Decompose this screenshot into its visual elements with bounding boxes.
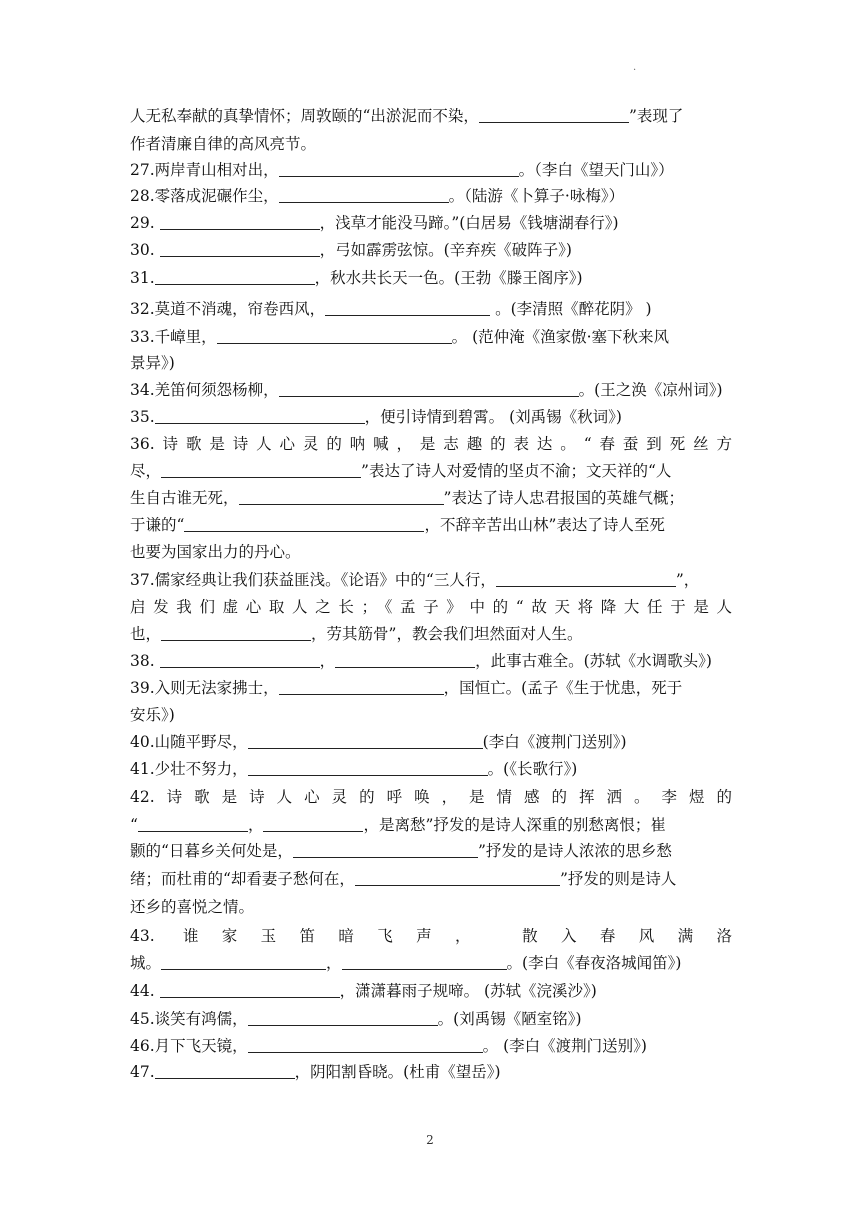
text-line (130, 353, 732, 373)
text-line (130, 542, 732, 562)
text-line (130, 213, 732, 233)
answer-blank[interactable] (155, 409, 365, 424)
answer-blank[interactable] (248, 761, 488, 776)
answer-blank[interactable] (263, 817, 363, 832)
answer-blank[interactable] (184, 517, 424, 532)
text-line (130, 1009, 732, 1029)
text-line (130, 624, 732, 644)
answer-blank[interactable] (155, 270, 315, 285)
line-text: ，弓如霹雳弦惊。(辛弃疾《破阵子》) (319, 241, 572, 259)
line-text: 。(刘禹锡《陋室铭》) (437, 1010, 582, 1028)
line-text: “ (130, 816, 138, 834)
answer-blank[interactable] (335, 653, 475, 668)
line-text: 45.谈笑有鸿儒， (130, 1010, 248, 1028)
text-line (130, 1062, 732, 1082)
answer-blank[interactable] (325, 301, 490, 316)
text-line (130, 759, 732, 779)
line-text: 44. (130, 982, 160, 1000)
answer-blank[interactable] (161, 626, 311, 641)
text-line (130, 815, 732, 835)
text-line (130, 651, 732, 671)
line-text: 46.月下飞天镜， (130, 1037, 248, 1055)
line-text: 安乐》) (130, 706, 175, 724)
line-text: 景异》) (130, 354, 175, 372)
line-text: 绪；而杜甫的“却看妻子愁何在， (130, 870, 355, 888)
answer-blank[interactable] (279, 188, 449, 203)
answer-blank[interactable] (248, 1038, 483, 1053)
text-line (130, 570, 732, 590)
line-text: 36.诗歌是诗人心灵的呐喊，是志趣的表达。“春蚕到死丝方 (130, 435, 732, 453)
text-line (130, 787, 732, 807)
line-text: 城。 (130, 954, 162, 972)
line-text: 41.少壮不努力， (130, 760, 248, 778)
text-line (130, 869, 732, 889)
line-text: ，是离愁”抒发的是诗人深重的别愁离恨；崔 (363, 816, 666, 834)
answer-blank[interactable] (355, 871, 560, 886)
answer-blank[interactable] (217, 329, 452, 344)
answer-blank[interactable] (342, 955, 507, 970)
line-text: ”表现了 (628, 107, 684, 125)
answer-blank[interactable] (248, 1011, 438, 1026)
line-text: ，浅草才能没马蹄。”(白居易《钱塘湖春行》) (319, 214, 619, 232)
text-line (130, 186, 732, 206)
text-line (130, 240, 732, 260)
answer-blank[interactable] (160, 983, 340, 998)
text-line (130, 434, 732, 454)
line-text: 27.两岸青山相对出， (130, 161, 279, 179)
text-line (130, 134, 732, 154)
line-text: ，此事古难全。(苏轼《水调歌头》) (475, 652, 712, 670)
answer-blank[interactable] (138, 817, 248, 832)
line-text: 。（陆游《卜算子·咏梅》） (448, 187, 625, 205)
line-text: 。（李白《望天门山》） (518, 161, 674, 179)
line-text: 33.千嶂里， (130, 328, 217, 346)
line-text: 35. (130, 408, 155, 426)
text-line (130, 705, 732, 725)
answer-blank[interactable] (279, 680, 444, 695)
text-line (130, 488, 732, 508)
line-text: 。(李清照《醉花阴》 ) (490, 300, 652, 318)
line-text: ”表达了诗人对爱情的坚贞不渝；文天祥的“人 (361, 462, 672, 480)
line-text: ”抒发的则是诗人 (559, 870, 677, 888)
line-text: 还乡的喜悦之情。 (130, 898, 255, 916)
text-line (130, 678, 732, 698)
line-text: 。(李白《春夜洛城闻笛》) (506, 954, 682, 972)
line-text: ， (319, 652, 336, 670)
line-text: 于谦的“ (130, 516, 185, 534)
line-text: 30. (130, 241, 160, 259)
line-text: 也要为国家出力的丹心。 (130, 543, 301, 561)
line-text: ，不辞辛苦出山林”表达了诗人至死 (424, 516, 665, 534)
answer-blank[interactable] (160, 242, 320, 257)
line-text: 39.入则无法家拂士， (130, 679, 279, 697)
text-line (130, 160, 732, 180)
text-line (130, 106, 732, 126)
line-text: ，劳其筋骨”，教会我们坦然面对人生。 (311, 625, 583, 643)
line-text: 颢的“日暮乡关何处是， (130, 842, 293, 860)
line-text: ，便引诗情到碧霄。 (刘禹锡《秋词》) (364, 408, 622, 426)
line-text: 。(王之涣《凉州词》) (578, 381, 723, 399)
line-text: 34.羌笛何须怨杨柳， (130, 381, 279, 399)
text-line (130, 1036, 732, 1056)
text-line (130, 926, 732, 946)
line-text: ，秋水共长天一色。(王勃《滕王阁序》) (314, 269, 583, 287)
answer-blank[interactable] (479, 108, 629, 123)
text-line (130, 407, 732, 427)
line-text: 。(《长歌行》) (487, 760, 578, 778)
text-line (130, 327, 732, 347)
line-text: 人无私奉献的真挚情怀；周敦颐的“出淤泥而不染， (130, 107, 479, 125)
answer-blank[interactable] (279, 382, 579, 397)
text-line (130, 981, 732, 1001)
line-text: 尽， (130, 462, 162, 480)
answer-blank[interactable] (248, 734, 483, 749)
answer-blank[interactable] (155, 1064, 295, 1079)
line-text: 47. (130, 1063, 155, 1081)
text-line (130, 380, 732, 400)
answer-blank[interactable] (496, 572, 676, 587)
text-line (130, 597, 732, 617)
line-text: 生自古谁无死， (130, 489, 239, 507)
text-line (130, 461, 732, 481)
line-text: 也， (130, 625, 162, 643)
text-line (130, 953, 732, 973)
line-text: 启发我们虚心取人之长；《孟子》中的“故天将降大任于是人 (130, 598, 732, 616)
line-text: ， (326, 954, 342, 972)
line-text: 作者清廉自律的高风亮节。 (130, 135, 317, 153)
line-text: ，国恒亡。(孟子《生于忧患，死于 (443, 679, 683, 697)
answer-blank[interactable] (160, 653, 320, 668)
line-text: 28.零落成泥碾作尘， (130, 187, 279, 205)
answer-blank[interactable] (161, 463, 361, 478)
line-text: ”抒发的是诗人浓浓的思乡愁 (477, 842, 672, 860)
line-text: 29. (130, 214, 160, 232)
line-text: 42.诗歌是诗人心灵的呼唤，是情感的挥洒。李煜的 (130, 788, 732, 806)
line-text: 。 (范仲淹《渔家傲·塞下秋来风 (451, 328, 670, 346)
answer-blank[interactable] (293, 843, 478, 858)
line-text: (李白《渡荆门送别》) (482, 733, 627, 751)
corner-mark: . (633, 62, 637, 73)
line-text: ， (247, 816, 264, 834)
text-line (130, 515, 732, 535)
line-text: 。 (李白《渡荆门送别》) (482, 1037, 647, 1055)
text-line (130, 841, 732, 861)
line-text: ，潇潇暮雨子规啼。 (苏轼《浣溪沙》) (339, 982, 597, 1000)
line-text: 32.莫道不消魂，帘卷西风， (130, 300, 326, 318)
text-line (130, 299, 732, 319)
line-text: 38. (130, 652, 160, 670)
answer-blank[interactable] (160, 215, 320, 230)
line-text: ”， (675, 571, 700, 589)
text-line (130, 732, 732, 752)
text-line (130, 268, 732, 288)
line-text: 40.山随平野尽， (130, 733, 248, 751)
line-text: ，阴阳割昏晓。(杜甫《望岳》) (294, 1063, 501, 1081)
page-number: 2 (426, 1133, 434, 1147)
text-line (130, 897, 732, 917)
answer-blank[interactable] (161, 955, 326, 970)
line-text: 31. (130, 269, 155, 287)
line-text: ”表达了诗人忠君报国的英雄气概； (443, 489, 684, 507)
line-text: 37.儒家经典让我们获益匪浅。《论语》中的“三人行， (130, 571, 496, 589)
answer-blank[interactable] (279, 162, 519, 177)
line-text: 43. 谁家玉笛暗飞声， 散入春风满洛 (130, 927, 732, 945)
answer-blank[interactable] (239, 490, 444, 505)
